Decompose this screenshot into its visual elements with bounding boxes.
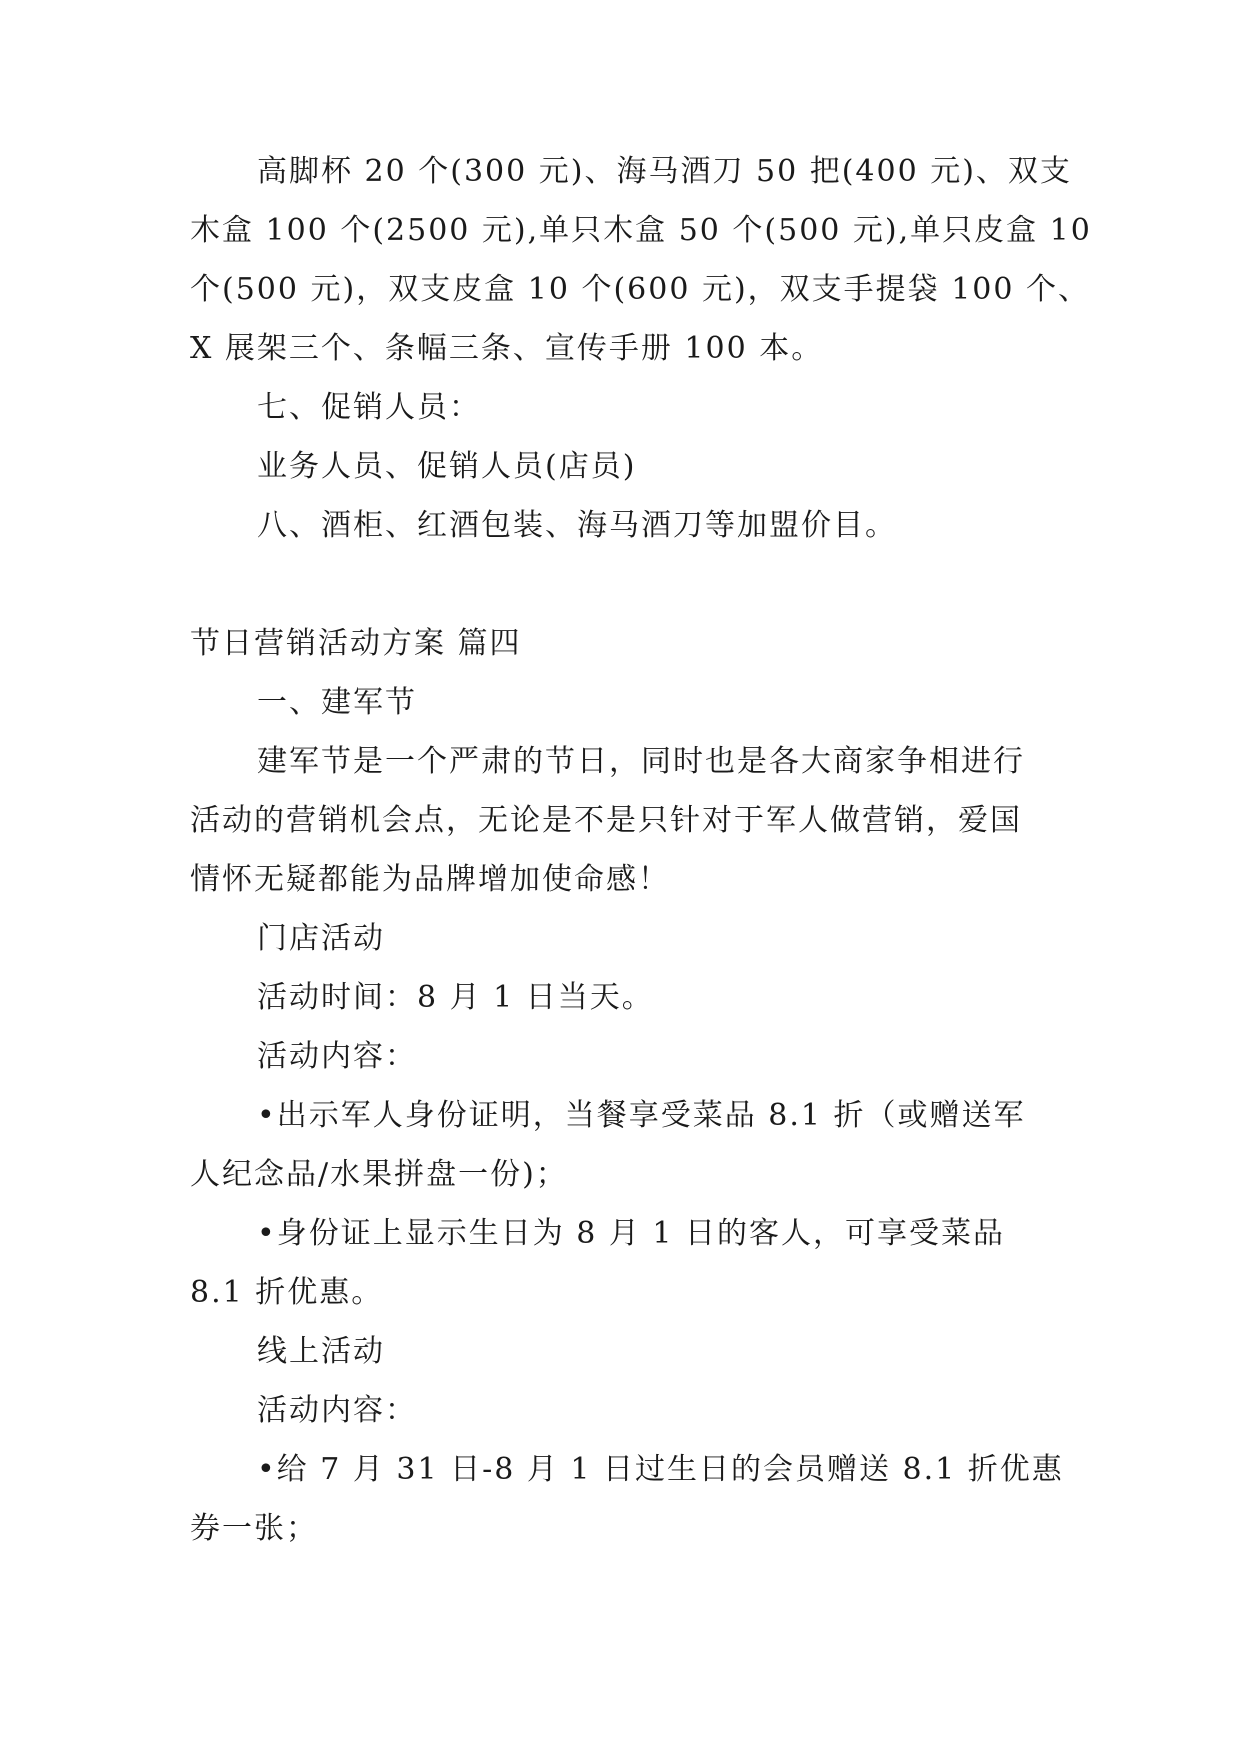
spacer <box>190 555 1070 614</box>
store-bullet-line: 人纪念品/水果拼盘一份)； <box>190 1157 568 1192</box>
section-8-heading: 八、酒柜、红酒包装、海马酒刀等加盟价目。 <box>257 508 897 543</box>
online-activity-content-label: 活动内容： <box>257 1393 417 1428</box>
store-activity-heading: 门店活动 <box>257 921 385 956</box>
intro-line: 建军节是一个严肃的节日，同时也是各大商家争相进行 <box>257 744 1025 779</box>
paragraph-line: 高脚杯 20 个(300 元)、海马酒刀 50 把(400 元)、双支 <box>257 154 1072 189</box>
online-activity-heading: 线上活动 <box>257 1334 385 1369</box>
store-bullet-line: •身份证上显示生日为 8 月 1 日的客人，可享受菜品 <box>257 1216 1006 1251</box>
section-7-heading: 七、促销人员： <box>257 390 481 425</box>
part-1-heading: 一、建军节 <box>257 685 417 720</box>
online-bullet-line: •给 7 月 31 日-8 月 1 日过生日的会员赠送 8.1 折优惠 <box>257 1452 1064 1487</box>
document-body <box>190 142 1092 1558</box>
store-activity-time: 活动时间：8 月 1 日当天。 <box>257 980 654 1015</box>
paragraph-line: 木盒 100 个(2500 元),单只木盒 50 个(500 元),单只皮盒 10 <box>190 213 1092 248</box>
intro-line: 活动的营销机会点，无论是不是只针对于军人做营销，爱国 <box>190 803 1022 838</box>
paragraph-line: X 展架三个、条幅三条、宣传手册 100 本。 <box>190 331 824 366</box>
store-activity-content-label: 活动内容： <box>257 1039 417 1074</box>
store-bullet-line: •出示军人身份证明，当餐享受菜品 8.1 折（或赠送军 <box>257 1098 1026 1133</box>
store-bullet-line: 8.1 折优惠。 <box>190 1275 384 1310</box>
paragraph-line: 个(500 元)，双支皮盒 10 个(600 元)，双支手提袋 100 个、 <box>190 272 1090 307</box>
online-bullet-line: 券一张； <box>190 1511 318 1546</box>
intro-line: 情怀无疑都能为品牌增加使命感！ <box>190 862 670 897</box>
section-7-body: 业务人员、促销人员(店员) <box>257 449 637 484</box>
article-title: 节日营销活动方案 篇四 <box>190 626 522 661</box>
